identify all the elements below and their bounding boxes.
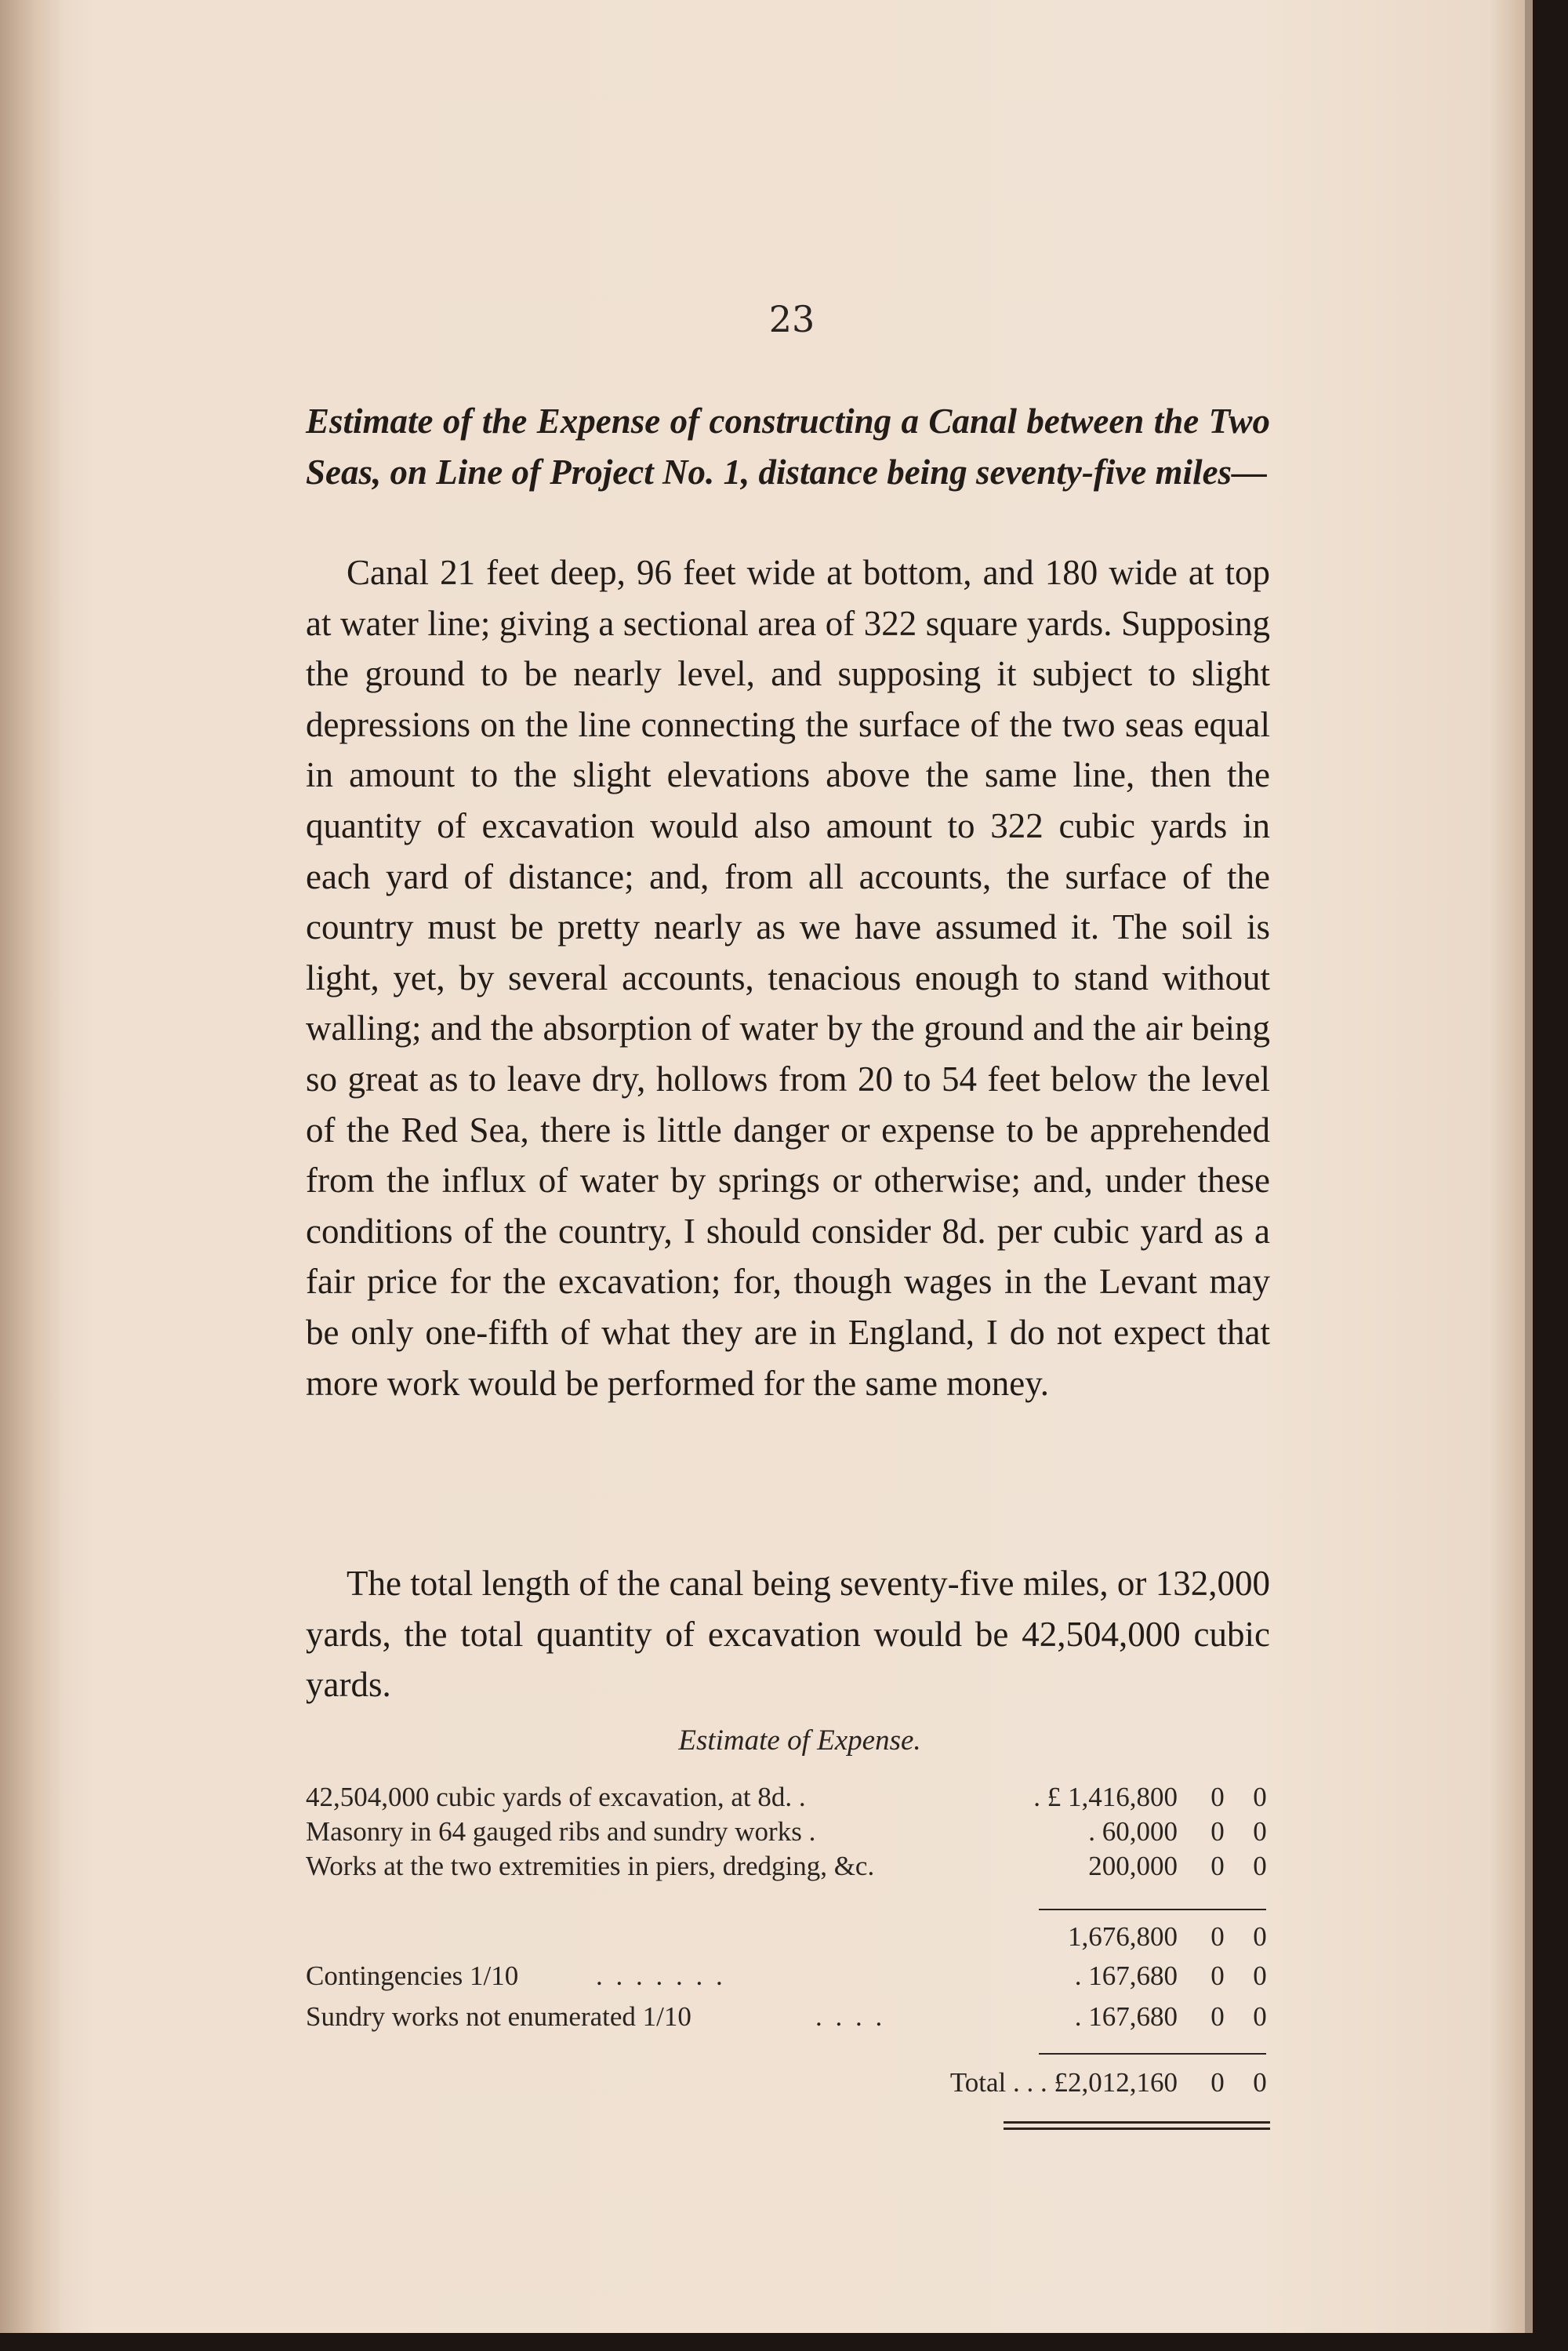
sum-rule [1039,1909,1266,1910]
row-description: Contingencies 1/10 [306,1960,519,1991]
leader-dots: . . . . . . . [596,1960,726,1991]
row-amount: . 167,680 [1074,1960,1178,1991]
row-description: Works at the two extremities in piers, dredging, &c. [306,1851,875,1881]
estimate-title: Estimate of Expense. [678,1724,921,1757]
row-pence: 0 [1253,1782,1267,1812]
row-pence: 0 [1253,1851,1267,1881]
page-number: 23 [768,298,815,340]
section-heading: Estimate of the Expense of constructing a Canal between the Two Seas, on Line of Project No. 1, distance being seventy-five miles— [306,402,1270,492]
double-rule-top [1004,2121,1270,2124]
row-shillings: 0 [1210,1782,1225,1812]
double-rule-bottom [1004,2128,1270,2130]
subtotal-pence: 0 [1253,1921,1267,1952]
row-pence: 0 [1253,1960,1267,1991]
book-spine-shadow [0,0,63,2333]
row-amount: . £ 1,416,800 [1033,1782,1178,1812]
total-amount: Total . . . £2,012,160 [949,2067,1178,2098]
total-shillings: 0 [1210,2067,1225,2098]
row-shillings: 0 [1210,2001,1225,2032]
extra-row [306,2001,1278,2036]
page-edge [1525,0,1533,2333]
row-shillings: 0 [1210,1960,1225,1991]
row-amount: . 167,680 [1074,2001,1178,2032]
estimate-row [306,1782,1278,1816]
row-shillings: 0 [1210,1851,1225,1881]
estimate-row [306,1816,1278,1851]
total-row [306,2067,1278,2102]
estimate-row [306,1851,1278,1885]
body-paragraph-2: The total length of the canal being seventy-five miles, or 132,000 yards, the total quantity of excavation would be 42,504,000 cubic yards. [306,1564,1270,1705]
row-description: Masonry in 64 gauged ribs and sundry works . [306,1816,816,1847]
row-shillings: 0 [1210,1816,1225,1847]
row-description: Sundry works not enumerated 1/10 [306,2001,691,2032]
row-amount: 200,000 [1088,1851,1178,1881]
row-description: 42,504,000 cubic yards of excavation, at 8d. . [306,1782,806,1812]
extra-row [306,1960,1278,1995]
subtotal-amount: 1,676,800 [1068,1921,1178,1952]
sum-rule [1039,2053,1266,2055]
subtotal-shillings: 0 [1210,1921,1225,1952]
row-amount: . 60,000 [1088,1816,1178,1847]
row-pence: 0 [1253,2001,1267,2032]
subtotal-row [306,1921,1278,1956]
body-paragraph-1: Canal 21 feet deep, 96 feet wide at bottom, and 180 wide at top at water line; giving a sectional area of 322 square yards. Supposing the ground to be nearly level, and supposing it subject to slight depressions on the line connecting the surface of the two seas equal in amount to the slight elevations above the same line, then the quantity of excavation would also amount to 322 cubic yards in each yard of distance; and, from all accounts, the surface of the country must be pretty nearly as we have assumed it. The soil is light, yet, by several accounts, tenacious enough to stand without walling; and the absorption of water by the ground and the air being so great as to leave dry, hollows from 20 to 54 feet below the level of the Red Sea, there is little danger or expense to be apprehended from the influx of water by springs or otherwise; and, under these conditions of the country, I should consider 8d. per cubic yard as a fair price for the excavation; for, though wages in the Levant may be only one-fifth of what they are in England, I do not expect that more work would be performed for the same money. [306,553,1270,1403]
row-pence: 0 [1253,1816,1267,1847]
total-pence: 0 [1253,2067,1267,2098]
leader-dots: . . . . [815,2001,886,2032]
